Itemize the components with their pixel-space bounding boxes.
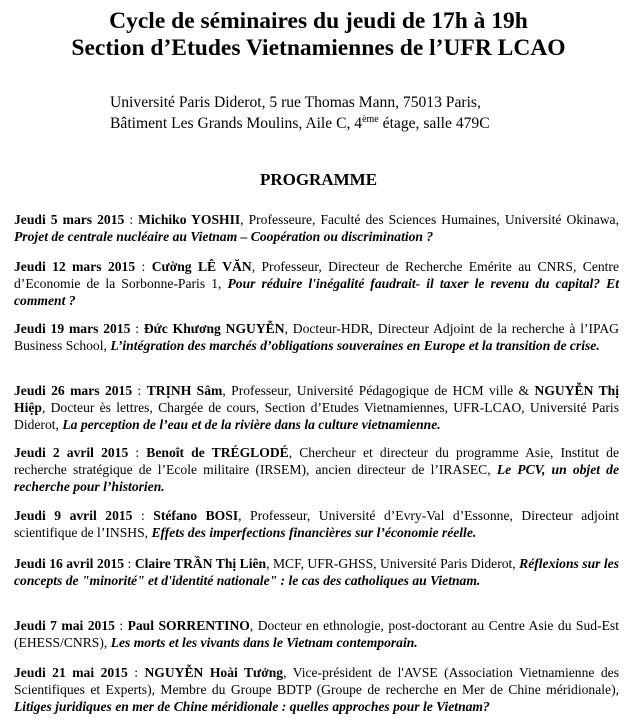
page-title: Cycle de séminaires du jeudi de 17h à 19h: [109, 8, 528, 34]
seminar-entry: Jeudi 12 mars 2015 : Cường LÊ VĂN, Professeur, Directeur de Recherche Emérite au CNRS, Centre d’Economie de la Sorbonne-Paris 1, Pour réduire l'inégalité faudrait- il taxer le revenu du capital? Et comment ?: [14, 259, 619, 308]
seminar-speaker: Claire TRẦN Thị Liên: [134, 556, 267, 571]
seminar-date: Jeudi 2 avril 2015: [14, 445, 129, 460]
page-subtitle: Section d’Etudes Vietnamiennes de l’UFR LCAO: [71, 35, 566, 61]
seminar-talk-title: Le PCV, un objet de recherche pour l’historien.: [14, 462, 619, 494]
seminar-affiliation: , Vice-président de l'AVSE (Association Vietnamienne des Scientifiques et Experts), Membre du Groupe BDTP (Groupe de recherche en Mer de Chine méridionale),: [14, 665, 620, 697]
address-line-2: [110, 113, 570, 134]
programme-heading: PROGRAMME: [259, 170, 378, 189]
seminar-affiliation: , MCF, UFR-GHSS, Université Paris Diderot,: [266, 556, 520, 571]
seminar-entry: Jeudi 7 mai 2015 : Paul SORRENTINO, Docteur en ethnologie, post-doctorant au Centre Asie du Sud-Est (EHESS/CNRS), Les morts et les vivants dans le Vietnam contemporain.: [14, 618, 619, 650]
seminar-date: Jeudi 9 avril 2015: [14, 508, 133, 523]
seminar-speaker: Benoît de TRÉGLODÉ: [146, 445, 289, 460]
seminar-affiliation: , Docteur-HDR, Directeur Adjoint de la recherche à l’IPAG Business School,: [14, 321, 620, 353]
seminar-speaker: Michiko YOSHII: [138, 212, 241, 227]
seminar-entry: Jeudi 26 mars 2015 : TRỊNH Sâm, Professeur, Université Pédagogique de HCM ville & NGUYỄN Thị Hiệp, Docteur ès lettres, Chargée de cours, Section d’Etudes Vietnamiennes, UFR-LCAO, Université Paris Diderot, La perception de l’eau et de la rivière dans la culture vietnamienne.: [14, 383, 619, 432]
seminar-entry: Jeudi 5 mars 2015 : Michiko YOSHII, Professeure, Faculté des Sciences Humaines, Université Okinawa, Projet de centrale nucléaire au Vietnam – Coopération ou discrimination ?: [14, 212, 619, 244]
seminar-talk-title: L’intégration des marchés d’obligations souveraines en Europe et la transition de crise.: [110, 338, 600, 353]
address-room: étage, salle 479C: [378, 115, 490, 132]
seminar-affiliation: , Professeur, Directeur de Recherche Emérite au CNRS, Centre d’Economie de la Sorbonne-Paris 1,: [14, 259, 619, 291]
seminar-date: Jeudi 7 mai 2015: [14, 618, 115, 633]
address-line-1: Université Paris Diderot, 5 rue Thomas Mann, 75013 Paris,: [110, 94, 481, 111]
seminar-affiliation: , Chercheur et directeur du programme Asie, Institut de recherche stratégique de l’Ecole militaire (IRSEM), ancien directeur de l’IRASEC,: [14, 445, 619, 477]
seminar-affiliation: , Docteur en ethnologie, post-doctorant au Centre Asie du Sud-Est (EHESS/CNRS),: [14, 618, 619, 650]
seminar-date: Jeudi 19 mars 2015: [14, 321, 131, 336]
seminar-entry: Jeudi 9 avril 2015 : Stéfano BOSI, Professeur, Université d’Evry-Val d’Essonne, Directeur adjoint scientifique de l’INSHS, Effets des imperfections financières sur l’économie réelle.: [14, 508, 620, 540]
seminar-entry: Jeudi 2 avril 2015 : Benoît de TRÉGLODÉ, Chercheur et directeur du programme Asie, Institut de recherche stratégique de l’Ecole militaire (IRSEM), ancien directeur de l’IRASEC, Le PCV, un objet de recherche pour l’historien.: [14, 445, 619, 494]
seminar-speaker: TRỊNH Sâm: [146, 383, 223, 398]
seminar-date: Jeudi 16 avril 2015: [14, 556, 125, 571]
seminar-entry: Jeudi 21 mai 2015 : NGUYỄN Hoài Tưởng, Vice-président de l'AVSE (Association Vietnamienne des Scientifiques et Experts), Membre du Groupe BDTP (Groupe de recherche en Mer de Chine méridionale), Litiges juridiques en mer de Chine méridionale : quelles approches pour le Vietnam?: [14, 665, 620, 714]
seminar-talk-title: Litiges juridiques en mer de Chine méridionale : quelles approches pour le Vietnam?: [14, 699, 490, 714]
seminar-talk-title: Projet de centrale nucléaire au Vietnam – Coopération ou discrimination ?: [14, 229, 434, 244]
seminar-speaker: Đức Khương NGUYỄN: [143, 321, 285, 336]
seminar-speaker-2: NGUYỄN Thị Hiệp: [14, 383, 619, 415]
seminar-entry: Jeudi 19 mars 2015 : Đức Khương NGUYỄN, Docteur-HDR, Directeur Adjoint de la recherche à l’IPAG Business School, L’intégration des marchés d’obligations souveraines en Europe et la transition de crise.: [14, 321, 620, 353]
seminar-talk-title: Réflexions sur les concepts de "minorité" et d'identité nationale" : le cas des catholiques au Vietnam.: [14, 556, 619, 588]
seminar-speaker: Stéfano BOSI: [153, 508, 239, 523]
seminar-affiliation: , Professeure, Faculté des Sciences Humaines, Université Okinawa,: [240, 212, 619, 227]
seminar-speaker: Cường LÊ VĂN: [151, 259, 252, 274]
seminar-date: Jeudi 5 mars 2015: [14, 212, 125, 227]
seminar-talk-title: La perception de l’eau et de la rivière dans la culture vietnamienne.: [62, 417, 441, 432]
floor-ordinal: ème: [362, 114, 379, 125]
seminar-affiliation-2: , Docteur ès lettres, Chargée de cours, Section d’Etudes Vietnamiennes, UFR-LCAO, Université Paris Diderot,: [14, 400, 619, 432]
seminar-speaker: NGUYỄN Hoài Tưởng: [144, 665, 284, 680]
seminar-talk-title: Pour réduire l'inégalité faudrait- il taxer le revenu du capital? Et comment ?: [14, 276, 619, 308]
seminar-speaker: Paul SORRENTINO: [127, 618, 250, 633]
seminar-entry: Jeudi 16 avril 2015 : Claire TRẦN Thị Liên, MCF, UFR-GHSS, Université Paris Diderot, Réflexions sur les concepts de "minorité" et d'identité nationale" : le cas des catholiques au Vietnam.: [14, 556, 619, 588]
seminar-date: Jeudi 12 mars 2015: [14, 259, 136, 274]
address-building: Bâtiment Les Grands Moulins, Aile C, 4: [110, 115, 363, 132]
seminar-date: Jeudi 21 mai 2015: [14, 665, 128, 680]
seminar-affiliation: , Professeur, Université d’Evry-Val d’Essonne, Directeur adjoint scientifique de l’INSHS,: [14, 508, 620, 540]
seminar-affiliation: , Professeur, Université Pédagogique de HCM ville &: [222, 383, 535, 398]
seminar-talk-title: Les morts et les vivants dans le Vietnam contemporain.: [110, 635, 418, 650]
seminar-date: Jeudi 26 mars 2015: [14, 383, 133, 398]
seminar-talk-title: Effets des imperfections financières sur l’économie réelle.: [151, 525, 477, 540]
